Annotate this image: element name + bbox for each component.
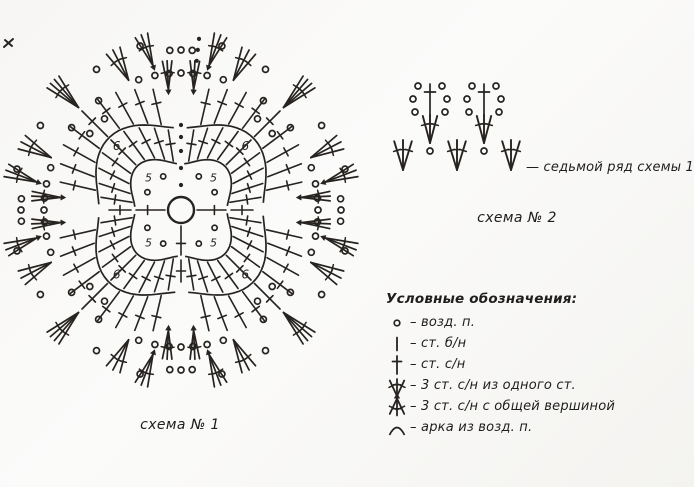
legend-item-label: – 3 ст. с/н с общей вершиной [410,399,616,414]
scan-artifact [4,39,13,47]
legend-item-label: – ст. с/н [410,357,466,372]
legend-item-label: – 3 ст. с/н из одного ст. [410,378,576,393]
legend-item [386,396,686,417]
legend-item [386,417,686,438]
legend [386,291,686,438]
legend-item [386,333,686,354]
svg-text:6: 6 [241,139,250,153]
svg-text:6: 6 [112,139,121,153]
legend-item-label: – возд. п. [410,315,476,330]
svg-text:6: 6 [112,267,121,282]
chain-arch-icon [386,416,408,440]
svg-text:5: 5 [210,236,217,250]
scheme-1-caption: схема № 1 [140,417,220,433]
scheme-2-diagram [394,83,521,170]
legend-item [386,375,686,396]
legend-item [386,312,686,333]
scheme-2-row-annotation: — седьмой ряд схемы 1 [526,160,694,175]
svg-text:6: 6 [241,267,250,282]
svg-text:5: 5 [145,236,152,250]
legend-item-label: – ст. б/н [410,336,467,351]
legend-title: Условные обозначения: [386,291,578,307]
scheme-1-diagram [4,33,358,387]
scheme-2-caption: схема № 2 [477,210,557,226]
svg-text:5: 5 [210,171,217,185]
svg-text:5: 5 [145,171,152,185]
legend-item-label: – арка из возд. п. [410,420,533,435]
legend-item [386,354,686,375]
